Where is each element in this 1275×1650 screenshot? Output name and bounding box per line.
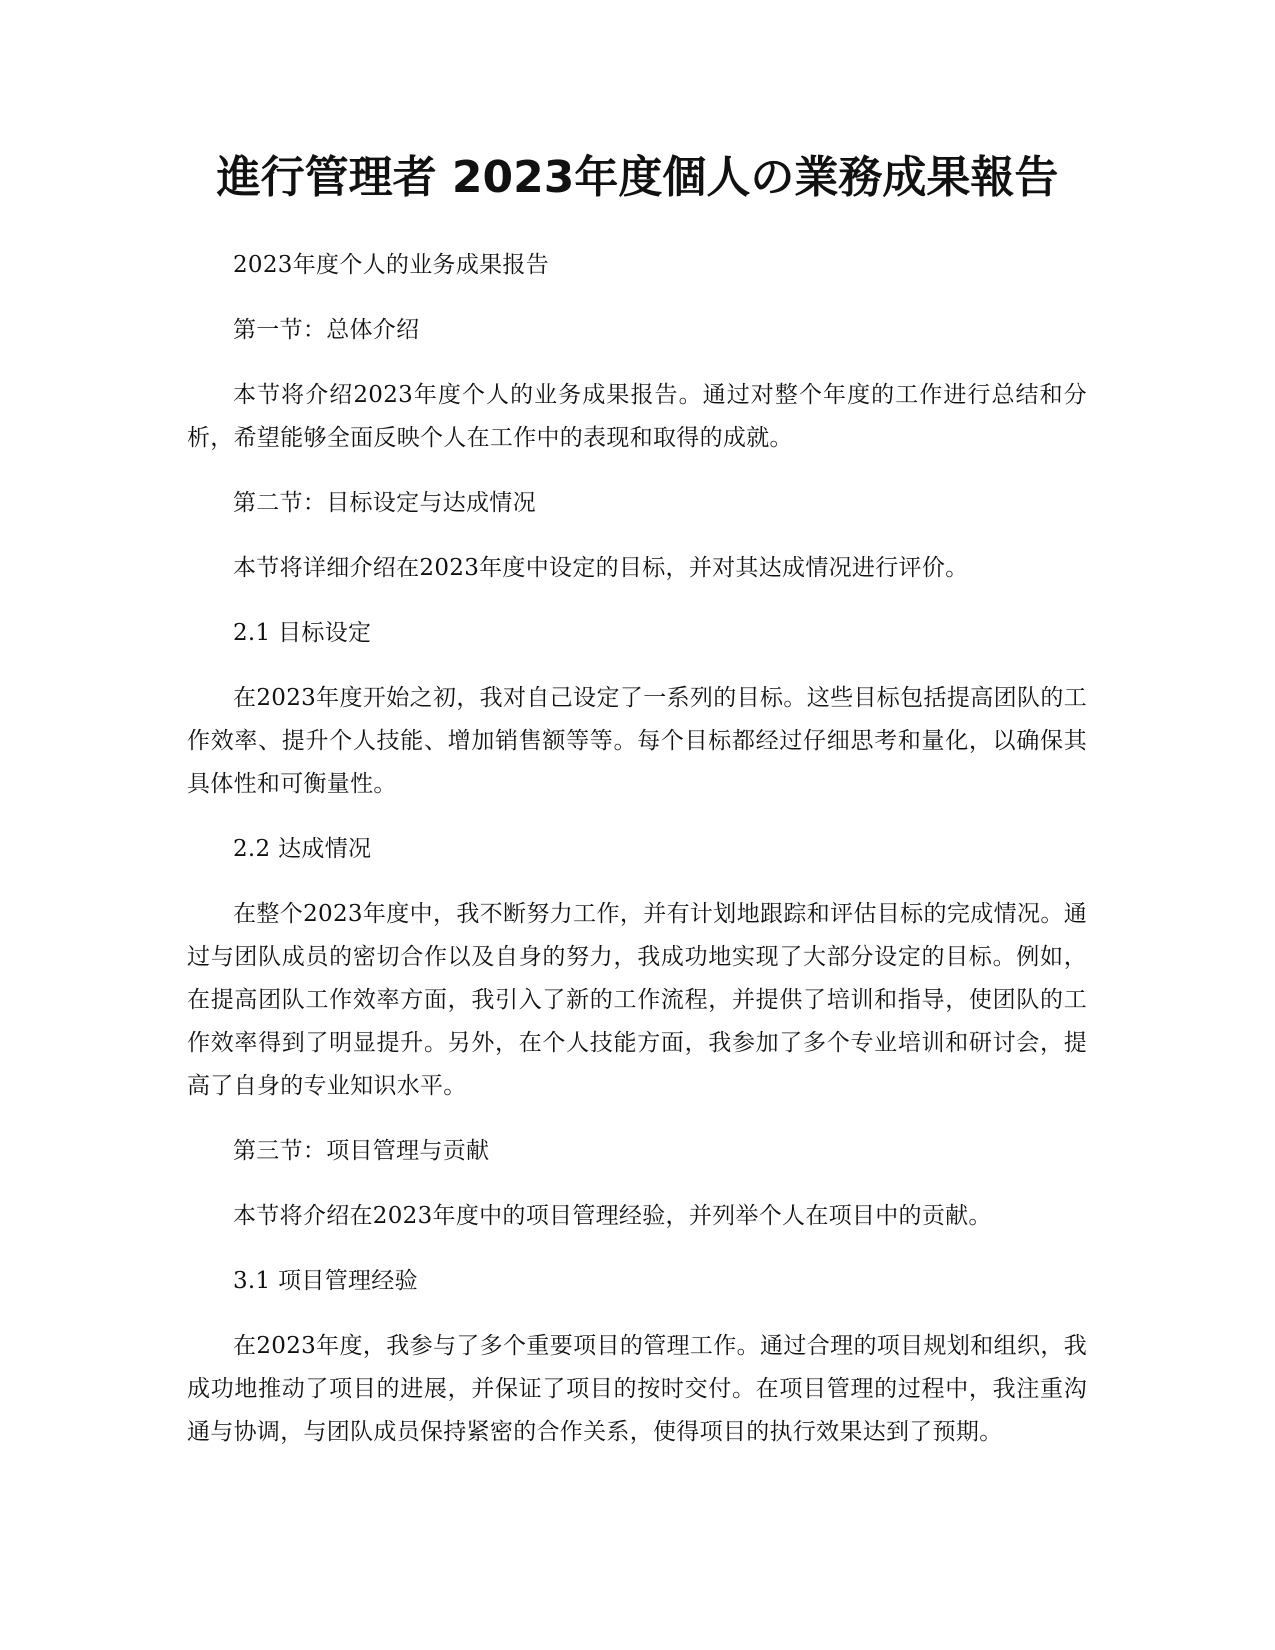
subsection-2-2-heading: 2.2 达成情况 bbox=[233, 836, 372, 862]
report-subtitle: 2023年度个人的业务成果报告 bbox=[233, 252, 550, 278]
section-1-paragraph: 本节将介绍2023年度个人的业务成果报告。通过对整个年度的工作进行总结和分析，希望能够全面反映个人在工作中的表现和取得的成就。 bbox=[187, 382, 1087, 451]
subsection-2-2-paragraph: 在整个2023年度中，我不断努力工作，并有计划地跟踪和评估目标的完成情况。通过与团队成员的密切合作以及自身的努力，我成功地实现了大部分设定的目标。例如，在提高团队工作效率方面，我引入了新的工作流程，并提供了培训和指导，使团队的工作效率得到了明显提升。另外，在个人技能方面，我参加了多个专业培训和研讨会，提高了自身的专业知识水平。 bbox=[187, 901, 1087, 1099]
subsection-2-1-heading: 2.1 目标设定 bbox=[233, 620, 372, 646]
section-2-paragraph: 本节将详细介绍在2023年度中设定的目标，并对其达成情况进行评价。 bbox=[233, 555, 969, 581]
document-title: 進行管理者 2023年度個人の業務成果報告 bbox=[216, 152, 1059, 203]
section-3-paragraph: 本节将介绍在2023年度中的项目管理经验，并列举个人在项目中的贡献。 bbox=[233, 1203, 992, 1229]
section-1-heading: 第一节：总体介绍 bbox=[233, 317, 420, 343]
subsection-3-1-heading: 3.1 项目管理经验 bbox=[233, 1268, 418, 1294]
document-body bbox=[187, 244, 1087, 1476]
section-3-heading: 第三节：项目管理与贡献 bbox=[233, 1138, 490, 1164]
section-2-heading: 第二节：目标设定与达成情况 bbox=[233, 490, 536, 516]
subsection-3-1-paragraph: 在2023年度，我参与了多个重要项目的管理工作。通过合理的项目规划和组织，我成功地推动了项目的进展，并保证了项目的按时交付。在项目管理的过程中，我注重沟通与协调，与团队成员保持紧密的合作关系，使得项目的执行效果达到了预期。 bbox=[187, 1333, 1087, 1445]
subsection-2-1-paragraph: 在2023年度开始之初，我对自己设定了一系列的目标。这些目标包括提高团队的工作效率、提升个人技能、增加销售额等等。每个目标都经过仔细思考和量化，以确保其具体性和可衡量性。 bbox=[187, 685, 1087, 797]
